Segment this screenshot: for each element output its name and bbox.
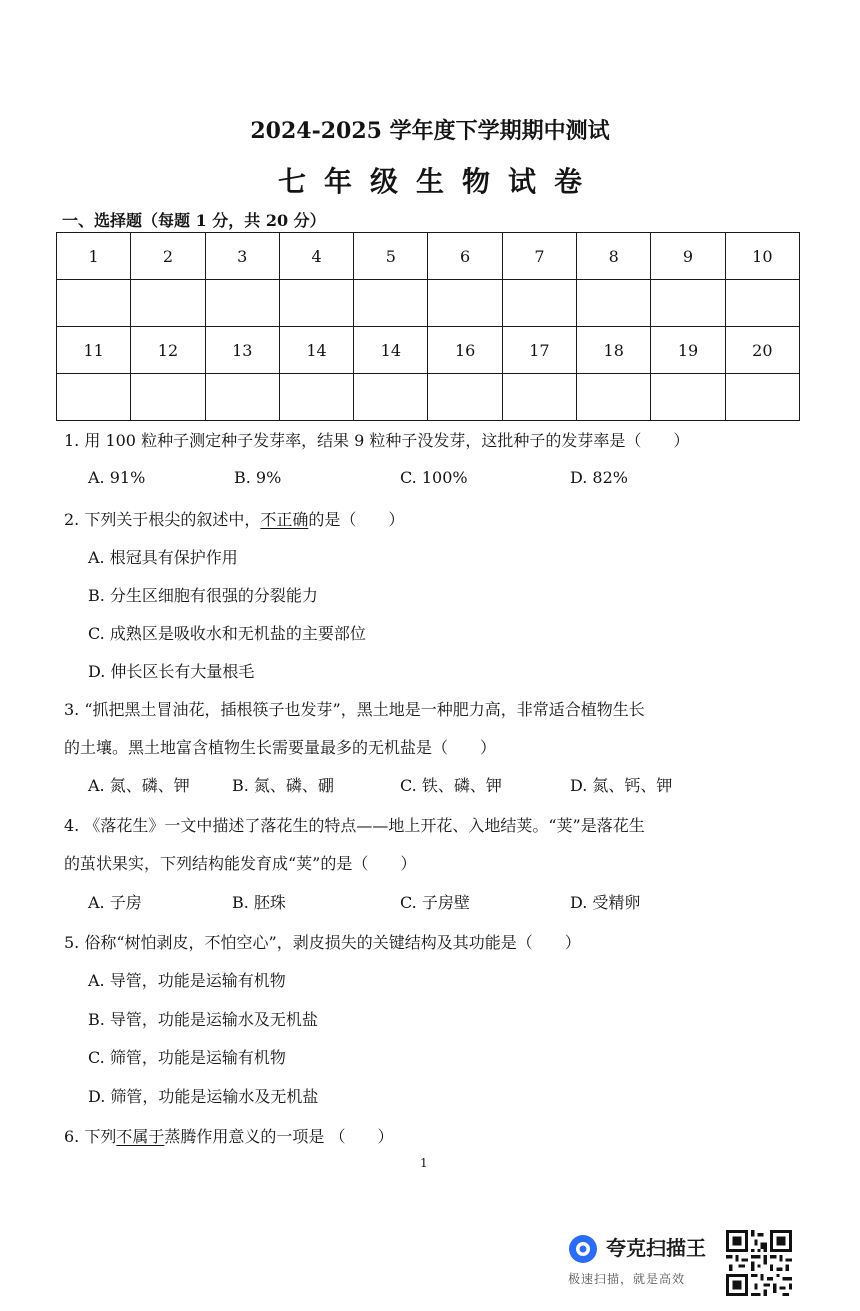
answer-cell[interactable] [131,374,205,421]
question-3-option-d[interactable]: D. 氮、钙、钾 [570,776,673,795]
table-cell: 14 [354,327,428,374]
watermark-slogan: 极速扫描，就是高效 [568,1272,686,1286]
question-5-option-b[interactable]: B. 导管，功能是运输水及无机盐 [88,1010,318,1029]
answer-table [56,232,800,421]
question-3-option-c[interactable]: C. 铁、磷、钾 [400,776,502,795]
table-cell: 5 [354,233,428,280]
page-subtitle: 七年级生物试卷 [277,165,600,198]
answer-cell[interactable] [205,280,279,327]
table-cell: 7 [502,233,576,280]
question-2-emphasis: 不正确 [260,510,309,529]
answer-table-header-row-1 [57,233,800,280]
question-1-stem: 1. 用 100 粒种子测定种子发芽率，结果 9 粒种子没发芽，这批种子的发芽率是（ ） [64,431,690,450]
question-2-stem [64,507,404,530]
answer-cell[interactable] [502,374,576,421]
answer-cell[interactable] [279,280,353,327]
question-2-option-d[interactable]: D. 伸长区长有大量根毛 [88,662,255,681]
answer-row-1 [57,280,800,327]
table-cell: 16 [428,327,502,374]
answer-cell[interactable] [354,374,428,421]
answer-cell[interactable] [502,280,576,327]
question-1-option-c[interactable]: C. 100% [400,468,468,487]
question-2-stem-pre: 2. 下列关于根尖的叙述中， [64,510,261,529]
answer-cell[interactable] [279,374,353,421]
answer-cell[interactable] [651,280,725,327]
table-cell: 17 [502,327,576,374]
table-cell: 9 [651,233,725,280]
table-cell: 6 [428,233,502,280]
question-4-option-c[interactable]: C. 子房壁 [400,893,470,912]
table-cell: 13 [205,327,279,374]
answer-cell[interactable] [57,280,131,327]
answer-cell[interactable] [577,280,651,327]
answer-cell[interactable] [428,280,502,327]
question-4-option-b[interactable]: B. 胚珠 [232,893,286,912]
question-5-option-c[interactable]: C. 筛管，功能是运输有机物 [88,1048,286,1067]
answer-cell[interactable] [725,280,799,327]
question-6-stem [64,1124,393,1147]
table-cell: 18 [577,327,651,374]
table-cell: 3 [205,233,279,280]
answer-cell[interactable] [577,374,651,421]
question-2-option-a[interactable]: A. 根冠具有保护作用 [88,548,238,567]
question-4-option-a[interactable]: A. 子房 [88,893,142,912]
answer-cell[interactable] [131,280,205,327]
table-cell: 2 [131,233,205,280]
watermark-name: 夸克扫描王 [606,1236,706,1260]
answer-cell[interactable] [725,374,799,421]
page-title: 2024-2025 学年度下学期期中测试 [250,118,610,144]
question-6-emphasis: 不属于 [116,1127,165,1146]
table-cell: 14 [279,327,353,374]
table-cell: 19 [651,327,725,374]
question-1-option-a[interactable]: A. 91% [88,468,146,487]
question-1-option-d[interactable]: D. 82% [570,468,628,487]
quark-logo-icon [568,1234,598,1264]
table-cell: 11 [57,327,131,374]
scanner-watermark [566,1230,806,1294]
question-4-stem-line-2: 的茧状果实，下列结构能发育成“荚”的是（ ） [64,854,417,873]
question-3-stem-line-1: 3. “抓把黑土冒油花，插根筷子也发芽”，黑土地是一种肥力高，非常适合植物生长 [64,700,645,719]
question-6-stem-post: 蒸腾作用意义的一项是 （ ） [164,1127,394,1146]
table-cell: 8 [577,233,651,280]
question-2-option-b[interactable]: B. 分生区细胞有很强的分裂能力 [88,586,318,605]
question-2-option-c[interactable]: C. 成熟区是吸收水和无机盐的主要部位 [88,624,366,643]
table-cell: 20 [725,327,799,374]
table-cell: 12 [131,327,205,374]
answer-cell[interactable] [57,374,131,421]
answer-cell[interactable] [428,374,502,421]
question-5-stem: 5. 俗称“树怕剥皮，不怕空心”，剥皮损失的关键结构及其功能是（ ） [64,933,581,952]
question-3-stem-line-2: 的土壤。黑土地富含植物生长需要量最多的无机盐是（ ） [64,738,497,757]
section-heading: 一、选择题（每题 1 分，共 20 分） [62,211,326,230]
answer-cell[interactable] [354,280,428,327]
question-6-stem-pre: 6. 下列 [64,1127,117,1146]
question-4-option-d[interactable]: D. 受精卵 [570,893,641,912]
table-cell: 10 [725,233,799,280]
question-3-option-a[interactable]: A. 氮、磷、钾 [88,776,190,795]
table-cell: 4 [279,233,353,280]
answer-cell[interactable] [651,374,725,421]
answer-cell[interactable] [205,374,279,421]
question-5-option-a[interactable]: A. 导管，功能是运输有机物 [88,971,286,990]
answer-row-2 [57,374,800,421]
table-cell: 1 [57,233,131,280]
question-2-stem-post: 的是（ ） [308,510,405,529]
question-1-option-b[interactable]: B. 9% [234,468,282,487]
question-3-option-b[interactable]: B. 氮、磷、硼 [232,776,334,795]
question-4-stem-line-1: 4. 《落花生》一文中描述了落花生的特点——地上开花、入地结荚。“荚”是落花生 [64,816,645,835]
question-5-option-d[interactable]: D. 筛管，功能是运输水及无机盐 [88,1087,319,1106]
answer-table-header-row-2 [57,327,800,374]
page-number: 1 [420,1156,428,1170]
qr-code-icon [726,1230,792,1296]
